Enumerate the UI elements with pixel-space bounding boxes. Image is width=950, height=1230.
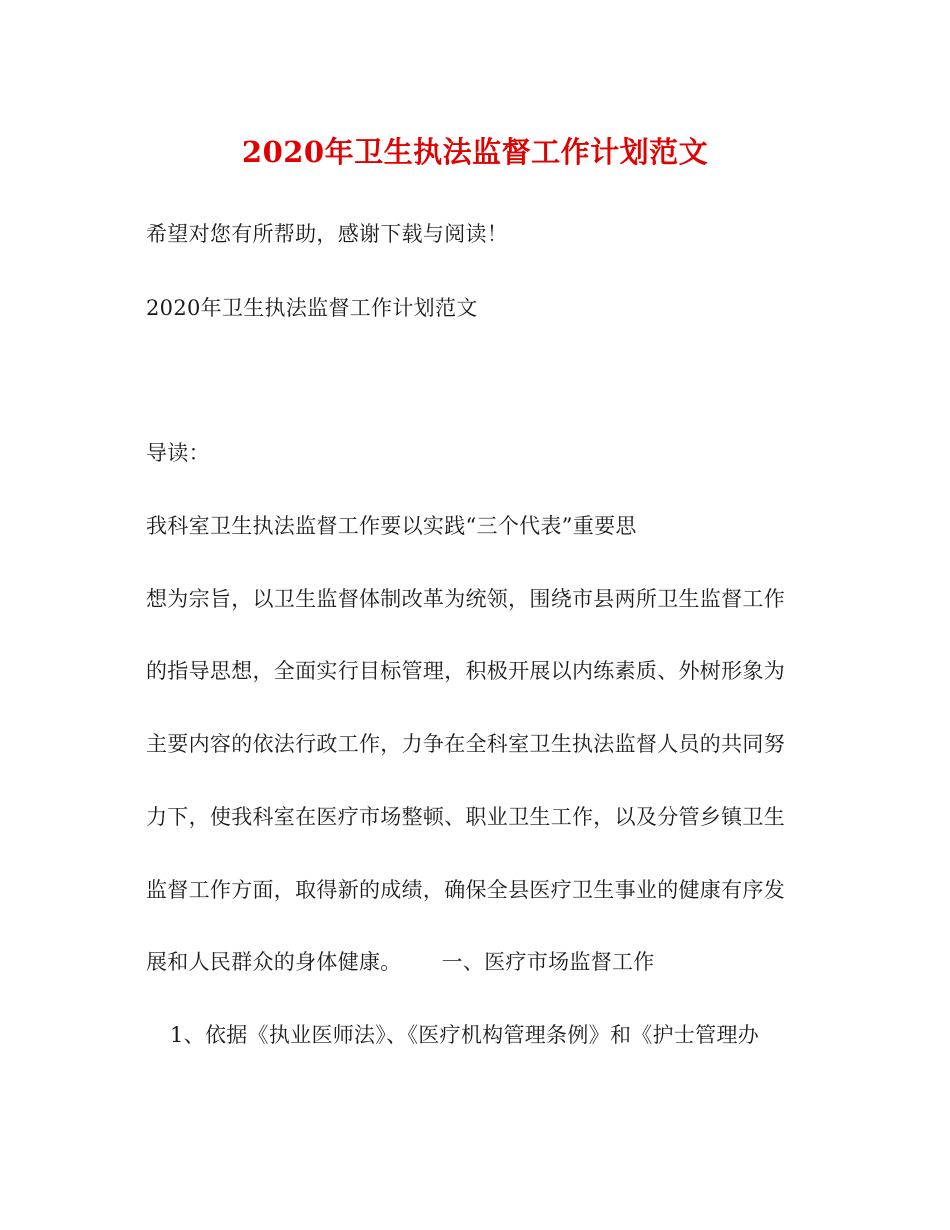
lead-label: 导读：	[146, 441, 210, 465]
document-title: 2020年卫生执法监督工作计划范文	[241, 135, 709, 169]
paragraph-last-line	[146, 947, 655, 977]
paragraph-line: 监督工作方面，取得新的成绩，确保全县医疗卫生事业的健康有序发	[146, 878, 785, 902]
paragraph-line: 力下，使我科室在医疗市场整顿、职业卫生工作，以及分管乡镇卫生	[146, 805, 785, 829]
paragraph-line: 主要内容的依法行政工作，力争在全科室卫生执法监督人员的共同努	[146, 732, 785, 756]
paragraph-line-text: 展和人民群众的身体健康。	[146, 950, 402, 974]
paragraph-line: 的指导思想，全面实行目标管理，积极开展以内练素质、外树形象为	[146, 659, 785, 683]
subtitle-text: 2020年卫生执法监督工作计划范文	[146, 296, 478, 320]
paragraph-line: 想为宗旨，以卫生监督体制改革为统领，围绕市县两所卫生监督工作	[146, 587, 785, 611]
list-item-1: 1、依据《执业医师法》、《医疗机构管理条例》和《护士管理办	[170, 1023, 760, 1047]
paragraph-line: 我科室卫生执法监督工作要以实践“三个代表”重要思	[146, 514, 637, 538]
greeting-text: 希望对您有所帮助，感谢下载与阅读！	[146, 222, 509, 246]
section-heading: 一、医疗市场监督工作	[441, 950, 655, 974]
